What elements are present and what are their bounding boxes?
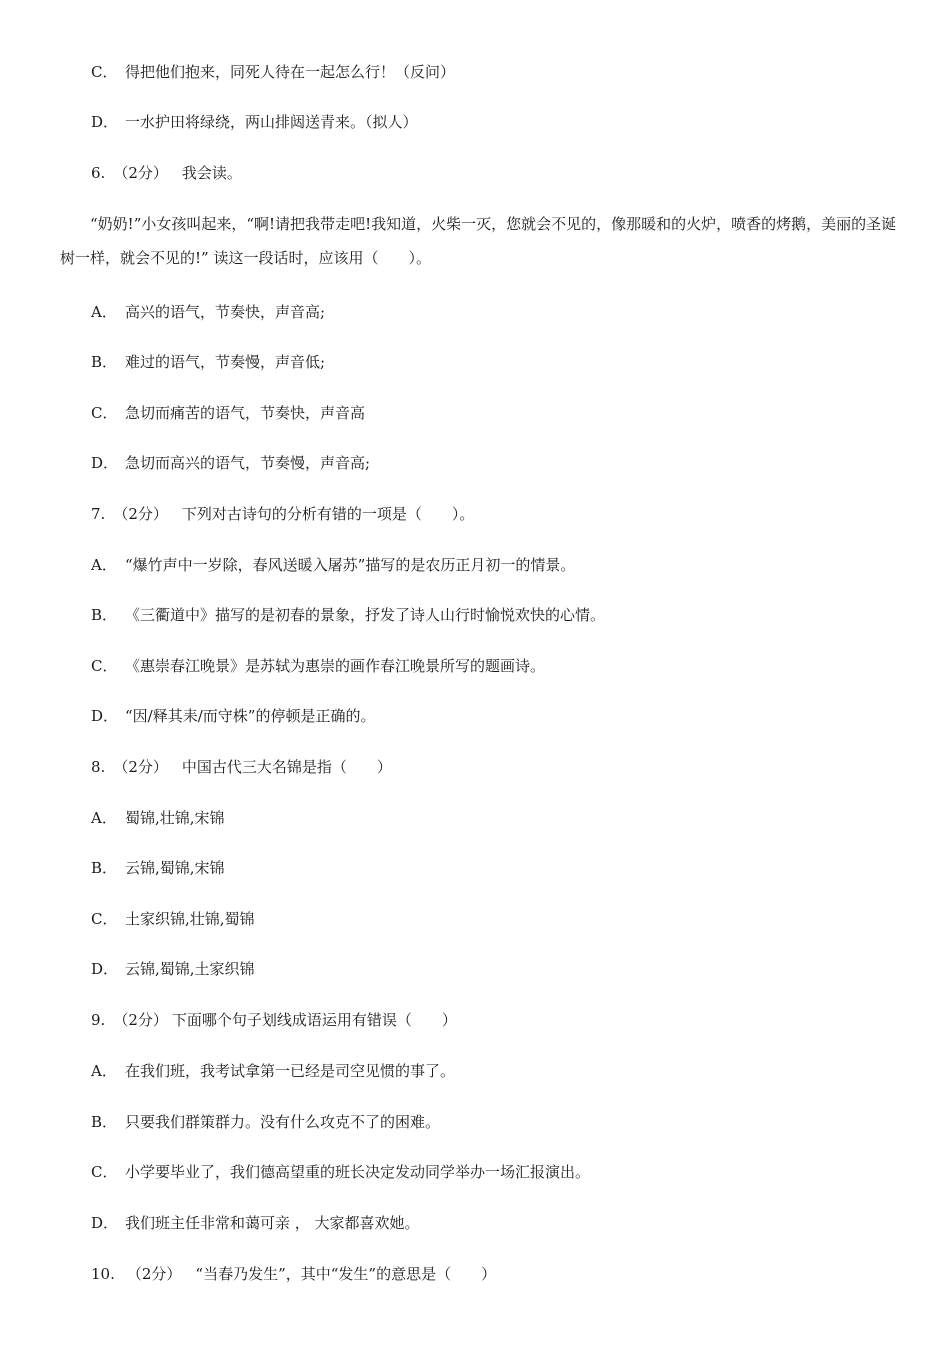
option-letter: A． [91,556,117,574]
q7-option-c [91,656,545,676]
q6-passage: “奶奶!”小女孩叫起来，“啊!请把我带走吧!我知道，火柴一灭，您就会不见的，像那暖和的火炉，喷香的烤鹅，美丽的圣诞树一样，就会不见的!” 读这一段话时，应该用（ ）。 [60,215,897,267]
option-text: 急切而高兴的语气，节奏慢，声音高; [125,454,371,472]
option-text: 《惠崇春江晚景》是苏轼为惠崇的画作春江晚景所写的题画诗。 [125,657,546,675]
option-letter: B． [91,606,118,624]
option-text: 在我们班，我考试拿第一已经是司空见惯的事了。 [125,1062,456,1080]
option-letter: D． [91,960,119,978]
q7-option-b [91,605,605,625]
q10-header [91,1264,496,1284]
question-score: （2分） [126,1265,182,1283]
option-letter: B． [91,1113,118,1131]
q6-option-d [91,453,370,473]
q5-option-c [91,62,455,82]
option-text: 小学要毕业了，我们德高望重的班长决定发动同学举办一场汇报演出。 [125,1163,591,1181]
q8-option-a [91,808,225,828]
q9-option-d [91,1213,420,1233]
question-stem: 我会读。 [181,164,242,182]
option-letter: A． [91,303,117,321]
question-number: 6. [91,164,106,182]
option-letter: D． [91,707,119,725]
question-number: 8. [91,758,106,776]
q7-header [91,504,474,524]
option-letter: D． [91,1214,119,1232]
option-text: “因/释其耒/而守株”的停顿是正确的。 [125,707,376,725]
option-letter: A． [91,809,117,827]
option-text: 云锦,蜀锦,宋锦 [125,859,225,877]
q6-header [91,163,242,183]
question-score: （2分） [113,1011,168,1029]
option-text: 只要我们群策群力。没有什么攻克不了的困难。 [125,1113,441,1131]
q8-option-c [91,909,255,929]
option-letter: C． [91,63,118,81]
option-letter: A． [91,1062,117,1080]
q6-option-b [91,352,325,372]
option-text: 《三衢道中》描写的是初春的景象，抒发了诗人山行时愉悦欢快的心情。 [125,606,606,624]
question-number: 9. [91,1011,106,1029]
question-number: 10. [91,1265,115,1283]
option-letter: D． [91,113,119,131]
option-text: 蜀锦,壮锦,宋锦 [125,809,225,827]
question-stem: 下列对古诗句的分析有错的一项是（ ）。 [181,505,475,523]
question-score: （2分） [113,758,168,776]
option-text: 高兴的语气，节奏快，声音高; [125,303,326,321]
option-letter: B． [91,353,118,371]
question-stem: “当春乃发生”，其中“发生”的意思是（ ） [195,1265,497,1283]
option-text: 土家织锦,壮锦,蜀锦 [125,910,255,928]
q5-option-d [91,112,418,132]
q6-option-c [91,403,365,423]
option-text: 一水护田将绿绕，两山排闼送青来。（拟人） [125,113,418,131]
question-score: （2分） [113,164,168,182]
option-letter: B． [91,859,118,877]
question-number: 7. [91,505,106,523]
option-text: 急切而痛苦的语气，节奏快，声音高 [125,404,366,422]
q8-option-d [91,959,255,979]
option-letter: D． [91,454,119,472]
q7-option-a [91,555,575,575]
option-text: 云锦,蜀锦,土家织锦 [125,960,255,978]
option-letter: C． [91,910,118,928]
option-text: 得把他们抱来，同死人待在一起怎么行！（反问） [125,63,456,81]
option-text: 难过的语气，节奏慢，声音低; [125,353,326,371]
q7-option-d [91,706,375,726]
q9-option-c [91,1162,590,1182]
q9-option-b [91,1112,440,1132]
q8-header [91,757,392,777]
option-letter: C． [91,657,118,675]
option-text: “爆竹声中一岁除，春风送暖入屠苏”描写的是农历正月初一的情景。 [125,556,576,574]
option-letter: C． [91,404,118,422]
question-stem: 中国古代三大名锦是指（ ） [181,758,392,776]
q9-option-a [91,1061,455,1081]
option-text: 我们班主任非常和蔼可亲 ， 大家都喜欢她。 [125,1214,420,1232]
question-score: （2分） [113,505,168,523]
option-letter: C． [91,1163,118,1181]
q6-option-a [91,302,325,322]
question-stem: 下面哪个句子划线成语运用有错误（ ） [171,1011,457,1029]
q8-option-b [91,858,225,878]
q9-header [91,1010,457,1030]
